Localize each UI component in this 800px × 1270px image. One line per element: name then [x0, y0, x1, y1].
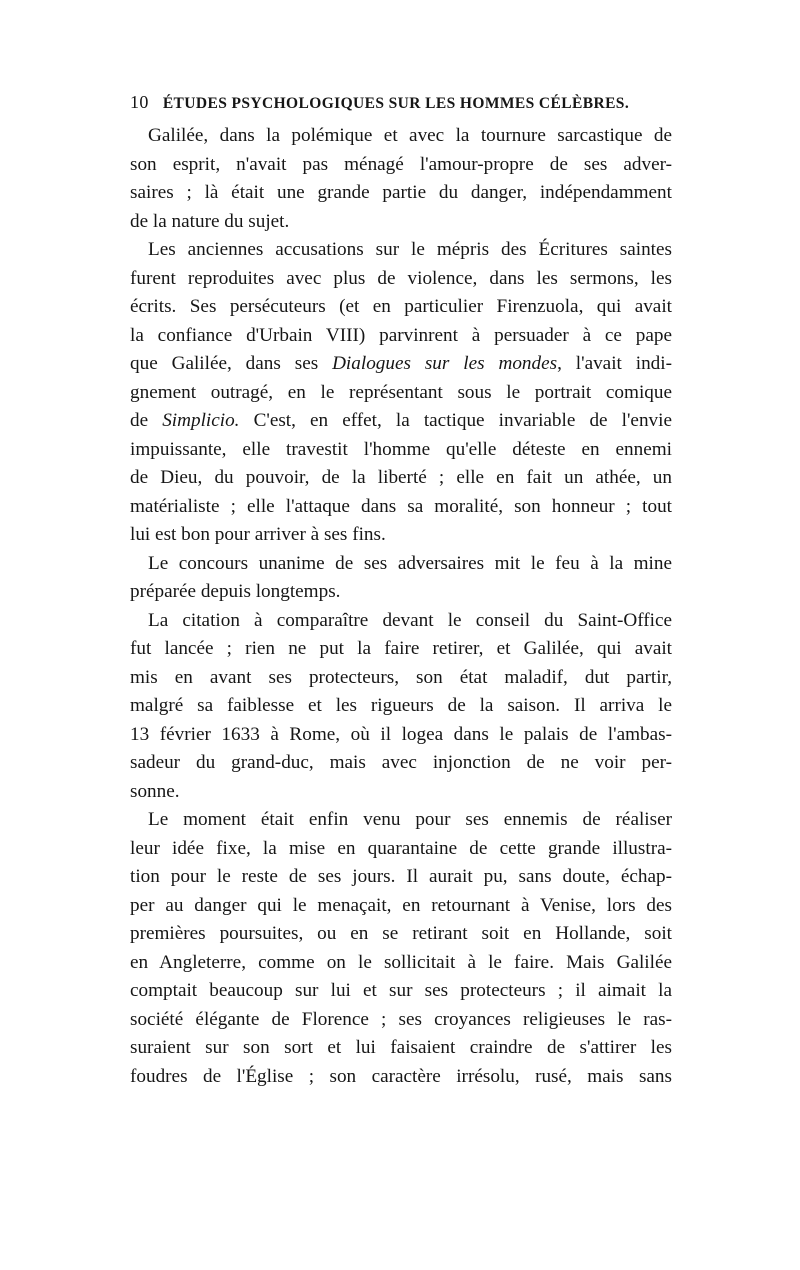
text-line: de Dieu, du pouvoir, de la liberté ; elle en fait un athée, un [130, 467, 672, 488]
text-line: premières poursuites, ou en se retirant soit en Hollande, soit [130, 923, 672, 944]
text-line [130, 407, 672, 436]
text-line: Les anciennes accusations sur le mépris des Écritures saintes [148, 239, 672, 260]
paragraph-2 [130, 236, 672, 550]
paragraph-4 [130, 607, 672, 807]
text-line: La citation à comparaître devant le conseil du Saint-Office [148, 609, 672, 631]
text-line [130, 350, 672, 379]
text-line: la confiance d'Urbain VIII) parvinrent à persuader à ce pape [130, 324, 672, 346]
text-line: lui est bon pour arriver à ses fins. [130, 524, 386, 545]
paragraph-1 [130, 122, 672, 236]
running-title: ÉTUDES PSYCHOLOGIQUES SUR LES HOMMES CÉLÈBRES. [162, 95, 630, 112]
text-line: per au danger qui le menaçait, en retournant à Venise, lors des [130, 894, 672, 916]
text-line: suraient sur son sort et lui faisaient craindre de s'attirer les [130, 1037, 672, 1058]
paragraph-3 [130, 550, 672, 607]
text-line: préparée depuis longtemps. [130, 581, 341, 602]
text-line: Le moment était enfin venu pour ses ennemis de réaliser [148, 809, 672, 830]
text-line: mis en avant ses protecteurs, son état maladif, dut partir, [130, 666, 672, 688]
text-line: comptait beaucoup sur lui et sur ses protecteurs ; il aimait la [130, 980, 672, 1001]
text-line: Le concours unanime de ses adversaires mit le feu à la mine [148, 552, 672, 574]
italic-name-simplicio: Simplicio. [162, 410, 240, 431]
running-header [130, 92, 672, 120]
text-line: leur idée fixe, la mise en quarantaine de cette grande illustra- [130, 837, 672, 859]
text-line: sadeur du grand-duc, mais avec injonction de ne voir per- [130, 752, 672, 773]
text-segment: C'est, en effet, la tactique invariable de l'envie [239, 410, 672, 431]
text-line: matérialiste ; elle l'attaque dans sa moralité, son honneur ; tout [130, 495, 672, 517]
text-line: société élégante de Florence ; ses croyances religieuses le ras- [130, 1008, 672, 1030]
text-line: saires ; là était une grande partie du danger, indépendamment [130, 182, 672, 203]
body-text [130, 122, 672, 1091]
text-segment: que Galilée, dans ses [130, 353, 333, 374]
paragraph-5 [130, 806, 672, 1091]
text-line: en Angleterre, comme on le sollicitait à le faire. Mais Galilée [130, 951, 672, 973]
text-line: furent reproduites avec plus de violence, dans les sermons, les [130, 267, 672, 289]
text-line: gnement outragé, en le représentant sous le portrait comique [130, 381, 672, 403]
text-segment: de [130, 410, 163, 431]
text-line: tion pour le reste de ses jours. Il aurait pu, sans doute, échap- [130, 866, 672, 887]
text-line: son esprit, n'avait pas ménagé l'amour-propre de ses adver- [130, 153, 672, 175]
text-line: sonne. [130, 780, 180, 802]
text-line: impuissante, elle travestit l'homme qu'elle déteste en ennemi [130, 438, 672, 460]
text-line: 13 février 1633 à Rome, où il logea dans le palais de l'ambas- [130, 723, 672, 745]
text-segment: , l'avait indi- [557, 353, 672, 374]
text-line: Galilée, dans la polémique et avec la tournure sarcastique de [148, 125, 672, 146]
text-line: malgré sa faiblesse et les rigueurs de la saison. Il arriva le [130, 695, 672, 716]
text-line: écrits. Ses persécuteurs (et en particulier Firenzuola, qui avait [130, 296, 672, 317]
italic-title-dialogues: Dialogues sur les mondes [332, 353, 558, 374]
text-line: de la nature du sujet. [130, 210, 290, 232]
text-line: foudres de l'Église ; son caractère irrésolu, rusé, mais sans [130, 1065, 672, 1087]
page-number: 10 [130, 92, 149, 112]
book-page [130, 92, 672, 1091]
text-line: fut lancée ; rien ne put la faire retirer, et Galilée, qui avait [130, 638, 672, 659]
